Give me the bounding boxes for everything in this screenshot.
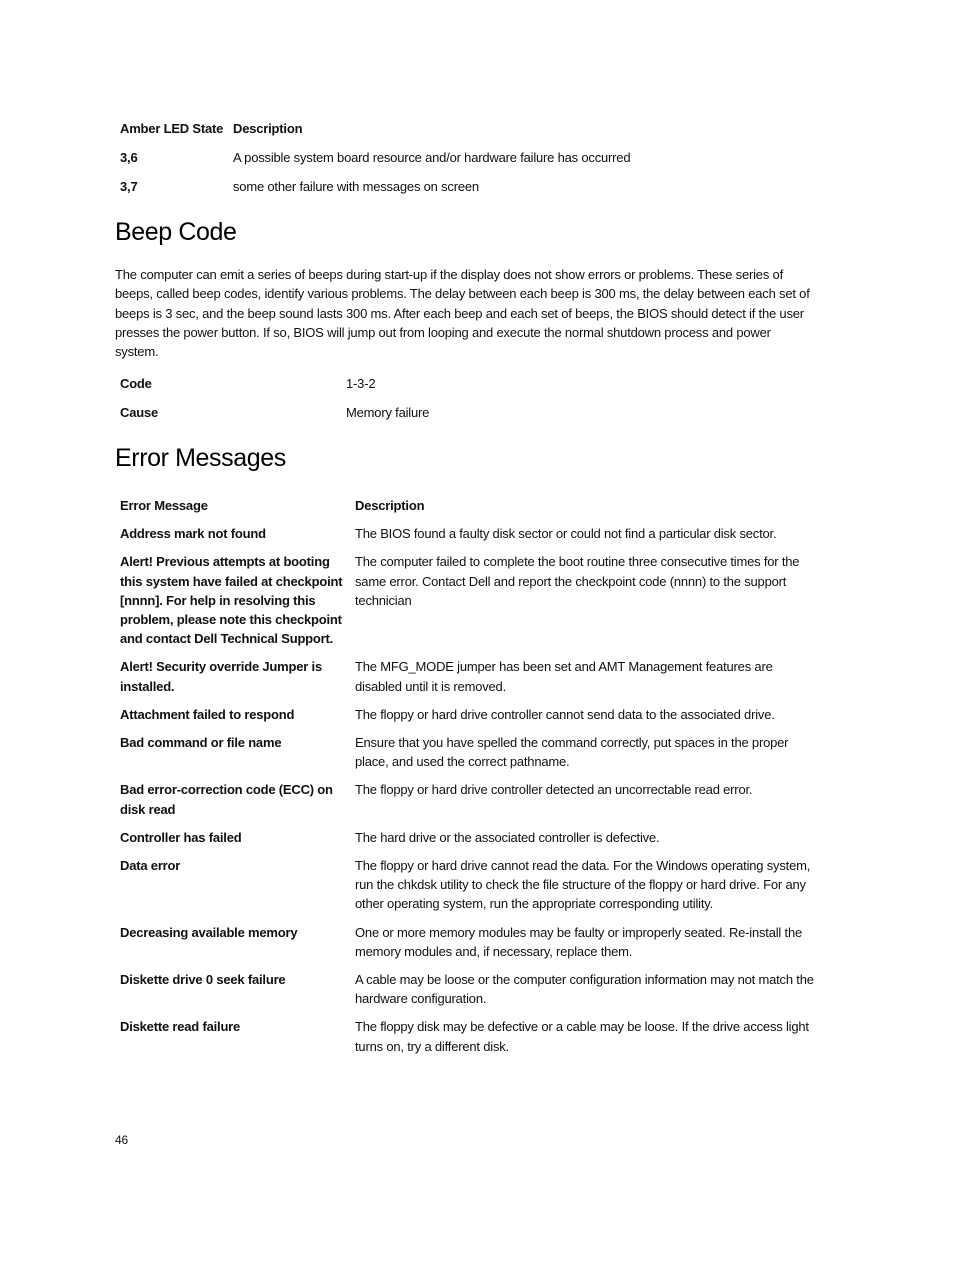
beep-code-label: Code	[120, 376, 152, 391]
error-description-cell: The floppy or hard drive controller cannot send data to the associated drive.	[355, 706, 775, 722]
column-header-description: Description	[233, 121, 303, 136]
table-header-row	[115, 119, 807, 148]
column-header-error-message: Error Message	[120, 498, 208, 513]
error-message-cell: Decreasing available memory	[120, 924, 298, 940]
beep-code-heading: Beep Code	[115, 218, 237, 246]
error-message-cell: Bad command or file name	[120, 735, 282, 751]
amber-led-table	[115, 119, 807, 206]
error-description-cell: One or more memory modules may be faulty or improperly seated. Re-install the memory modules and, if necessary, replace them.	[355, 924, 803, 959]
error-description-cell: The floppy disk may be defective or a cable may be loose. If the drive access light turns on, try a different disk.	[355, 1019, 809, 1054]
table-header-row	[115, 496, 815, 524]
table-row	[115, 524, 815, 552]
table-row	[115, 923, 815, 970]
error-message-cell: Attachment failed to respond	[120, 706, 295, 722]
table-row	[115, 780, 815, 827]
error-description-cell: Ensure that you have spelled the command correctly, put spaces in the proper place, and used the correct pathname.	[355, 735, 789, 770]
error-messages-table	[115, 496, 815, 1065]
led-description-cell: some other failure with messages on screen	[233, 179, 479, 194]
column-header-led-state: Amber LED State	[120, 121, 224, 136]
error-description-cell: The hard drive or the associated controller is defective.	[355, 829, 660, 845]
table-row	[115, 374, 807, 403]
beep-code-table	[115, 374, 807, 432]
error-description-cell: A cable may be loose or the computer configuration information may not match the hardware configuration.	[355, 972, 814, 1007]
led-state-cell: 3,6	[120, 150, 138, 165]
beep-cause-label: Cause	[120, 405, 159, 420]
table-row	[115, 856, 815, 923]
error-message-cell: Diskette read failure	[120, 1019, 241, 1035]
error-message-cell: Controller has failed	[120, 829, 242, 845]
table-row	[115, 657, 815, 704]
beep-code-paragraph: The computer can emit a series of beeps during start-up if the display does not show errors or problems. These series of beeps, called beep codes, identify various problems. The delay between each beep is 300 ms, the delay between each set of beeps is 3 sec, and the beep sound lasts 300 ms. After each beep and each set of beeps, the BIOS should detect if the user presses the power button. If so, BIOS will jump out from looping and execute the normal shutdown process and power system.	[115, 267, 810, 360]
table-row	[115, 733, 815, 780]
error-message-cell: Address mark not found	[120, 526, 266, 542]
table-row	[115, 403, 807, 432]
error-description-cell: The floppy or hard drive cannot read the data. For the Windows operating system, run the chkdsk utility to check the file structure of the floppy or hard drive. For any other operating system, run the appropriate corresponding utility.	[355, 858, 811, 912]
error-description-cell: The MFG_MODE jumper has been set and AMT Management features are disabled until it is removed.	[355, 659, 773, 694]
column-header-description: Description	[355, 498, 425, 513]
table-row	[115, 148, 807, 177]
table-row	[115, 970, 815, 1017]
table-row	[115, 552, 815, 657]
error-description-cell: The computer failed to complete the boot routine three consecutive times for the same error. Contact Dell and report the checkpoint code (nnnn) to the support technician	[355, 554, 800, 608]
error-messages-heading: Error Messages	[115, 444, 286, 472]
table-row	[115, 177, 807, 206]
error-message-cell: Data error	[120, 858, 181, 874]
beep-code-value: 1-3-2	[346, 376, 376, 391]
table-row	[115, 705, 815, 733]
error-description-cell: The BIOS found a faulty disk sector or could not find a particular disk sector.	[355, 526, 777, 542]
error-message-cell: Diskette drive 0 seek failure	[120, 972, 286, 988]
error-message-cell: Alert! Security override Jumper is installed.	[120, 659, 322, 694]
page-number: 46	[115, 1133, 128, 1147]
beep-cause-value: Memory failure	[346, 405, 430, 420]
led-state-cell: 3,7	[120, 179, 138, 194]
error-description-cell: The floppy or hard drive controller detected an uncorrectable read error.	[355, 782, 753, 798]
error-message-cell: Alert! Previous attempts at booting this system have failed at checkpoint [nnnn]. For help in resolving this problem, please note this checkpoint and contact Dell Technical Support.	[120, 554, 343, 647]
led-description-cell: A possible system board resource and/or hardware failure has occurred	[233, 150, 631, 165]
error-message-cell: Bad error-correction code (ECC) on disk read	[120, 782, 333, 817]
table-row	[115, 828, 815, 856]
table-row	[115, 1017, 815, 1064]
